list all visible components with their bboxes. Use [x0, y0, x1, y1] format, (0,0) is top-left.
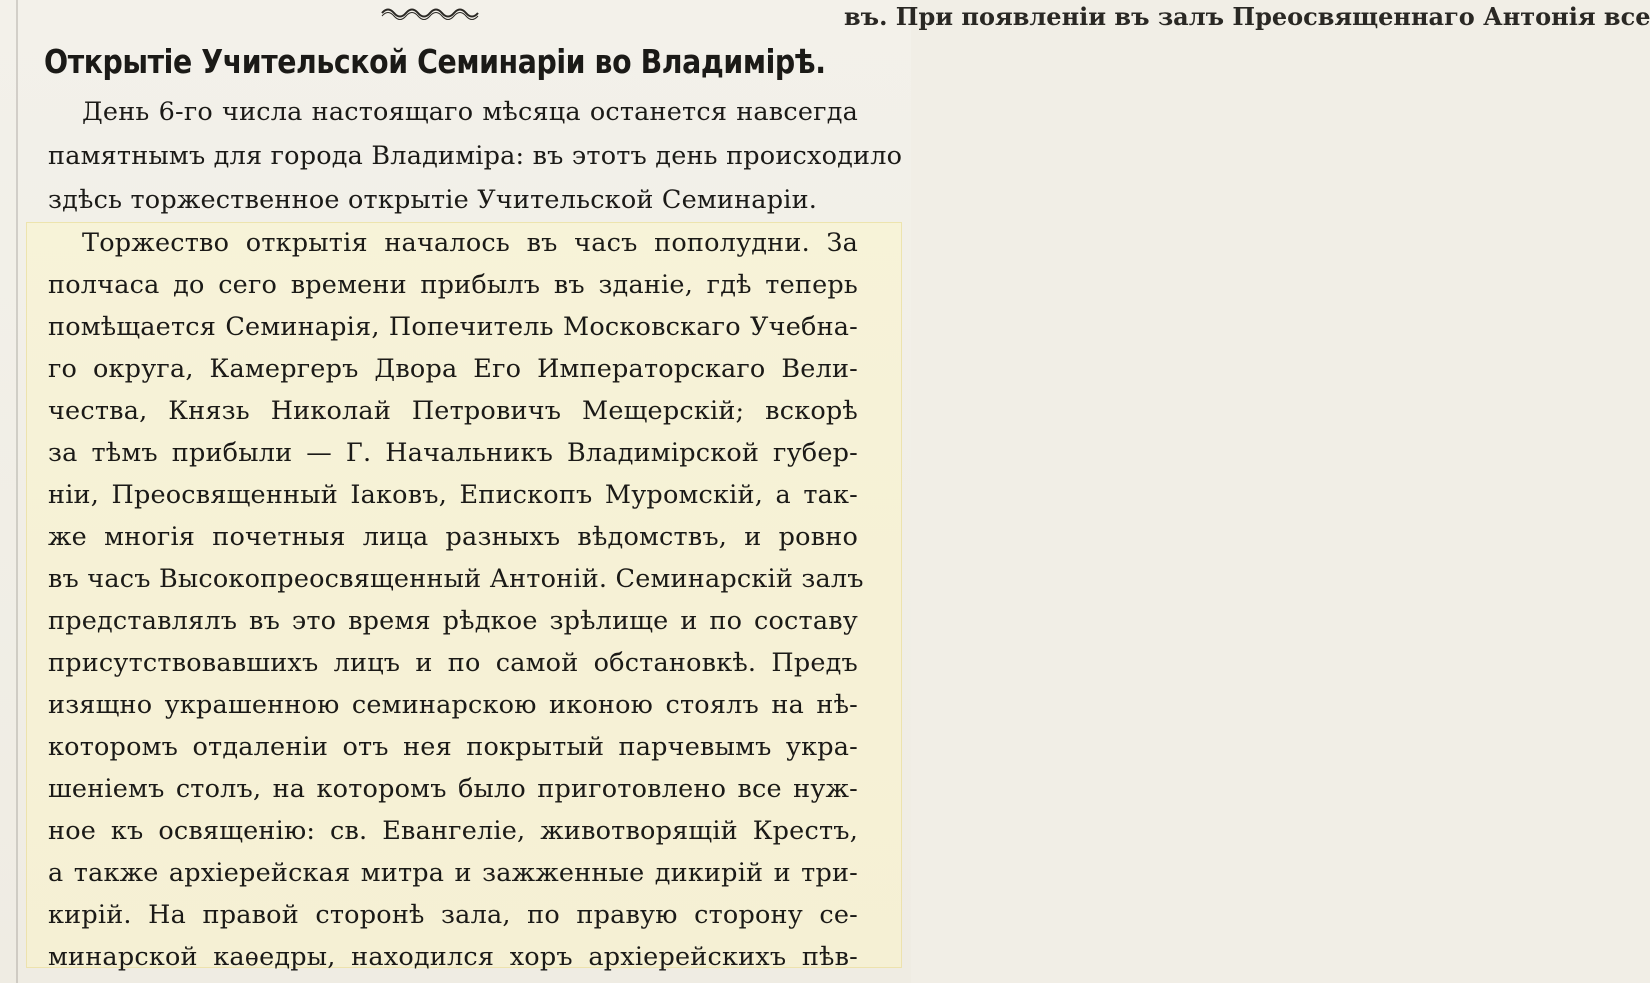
body-line: го округа, Камергеръ Двора Его Императорскаго Вели- [48, 354, 858, 384]
body-line: минарской каѳедры, находился хоръ архіерейскихъ пѣв- [48, 942, 858, 972]
continued-text-fragment: въ. При появленіи въ залъ Преосвященнаго Антонія все [844, 2, 1650, 31]
body-line: которомъ отдаленіи отъ нея покрытый парчевымъ укра- [48, 732, 858, 762]
body-line: шеніемъ столъ, на которомъ было приготовлено все нуж- [48, 774, 858, 804]
body-line: а также архіерейская митра и зажженные дикирій и три- [48, 858, 858, 888]
body-line: чества, Князь Николай Петровичъ Мещерскій; вскорѣ [48, 396, 858, 426]
body-line: представлялъ въ это время рѣдкое зрѣлище и по составу [48, 606, 858, 636]
body-line: ное къ освященію: св. Евангеліе, животворящій Крестъ, [48, 816, 858, 846]
body-line: присутствовавшихъ лицъ и по самой обстановкѣ. Предъ [48, 648, 858, 678]
article-title: Открытіе Учительской Семинаріи во Владимірѣ. [44, 42, 826, 81]
body-line: изящно украшенною семинарскою иконою стоялъ на нѣ- [48, 690, 858, 720]
body-line: за тѣмъ прибыли — Г. Начальникъ Владимірской губер- [48, 438, 858, 468]
body-line: кирій. На правой сторонѣ зала, по правую сторону се- [48, 900, 858, 930]
body-line: же многія почетныя лица разныхъ вѣдомствъ, и ровно [48, 522, 858, 552]
column-rule [16, 0, 18, 983]
body-line: помѣщается Семинарія, Попечитель Московскаго Учебна- [48, 312, 858, 342]
ornament-divider-icon [380, 4, 480, 22]
intro-line: здѣсь торжественное открытіе Учительской Семинаріи. [48, 185, 818, 215]
intro-line: День 6-го числа настоящаго мѣсяца останется навсегда [82, 97, 858, 127]
body-line: ніи, Преосвященный Іаковъ, Епископъ Муромскій, а так- [48, 480, 858, 510]
body-line: Торжество открытія началось въ часъ пополудни. За [82, 228, 858, 258]
intro-line: памятнымъ для города Владиміра: въ этотъ день происходило [48, 141, 903, 171]
body-line: полчаса до сего времени прибылъ въ зданіе, гдѣ теперь [48, 270, 858, 300]
body-line: въ часъ Высокопреосвященный Антоній. Семинарскій залъ [48, 564, 864, 594]
